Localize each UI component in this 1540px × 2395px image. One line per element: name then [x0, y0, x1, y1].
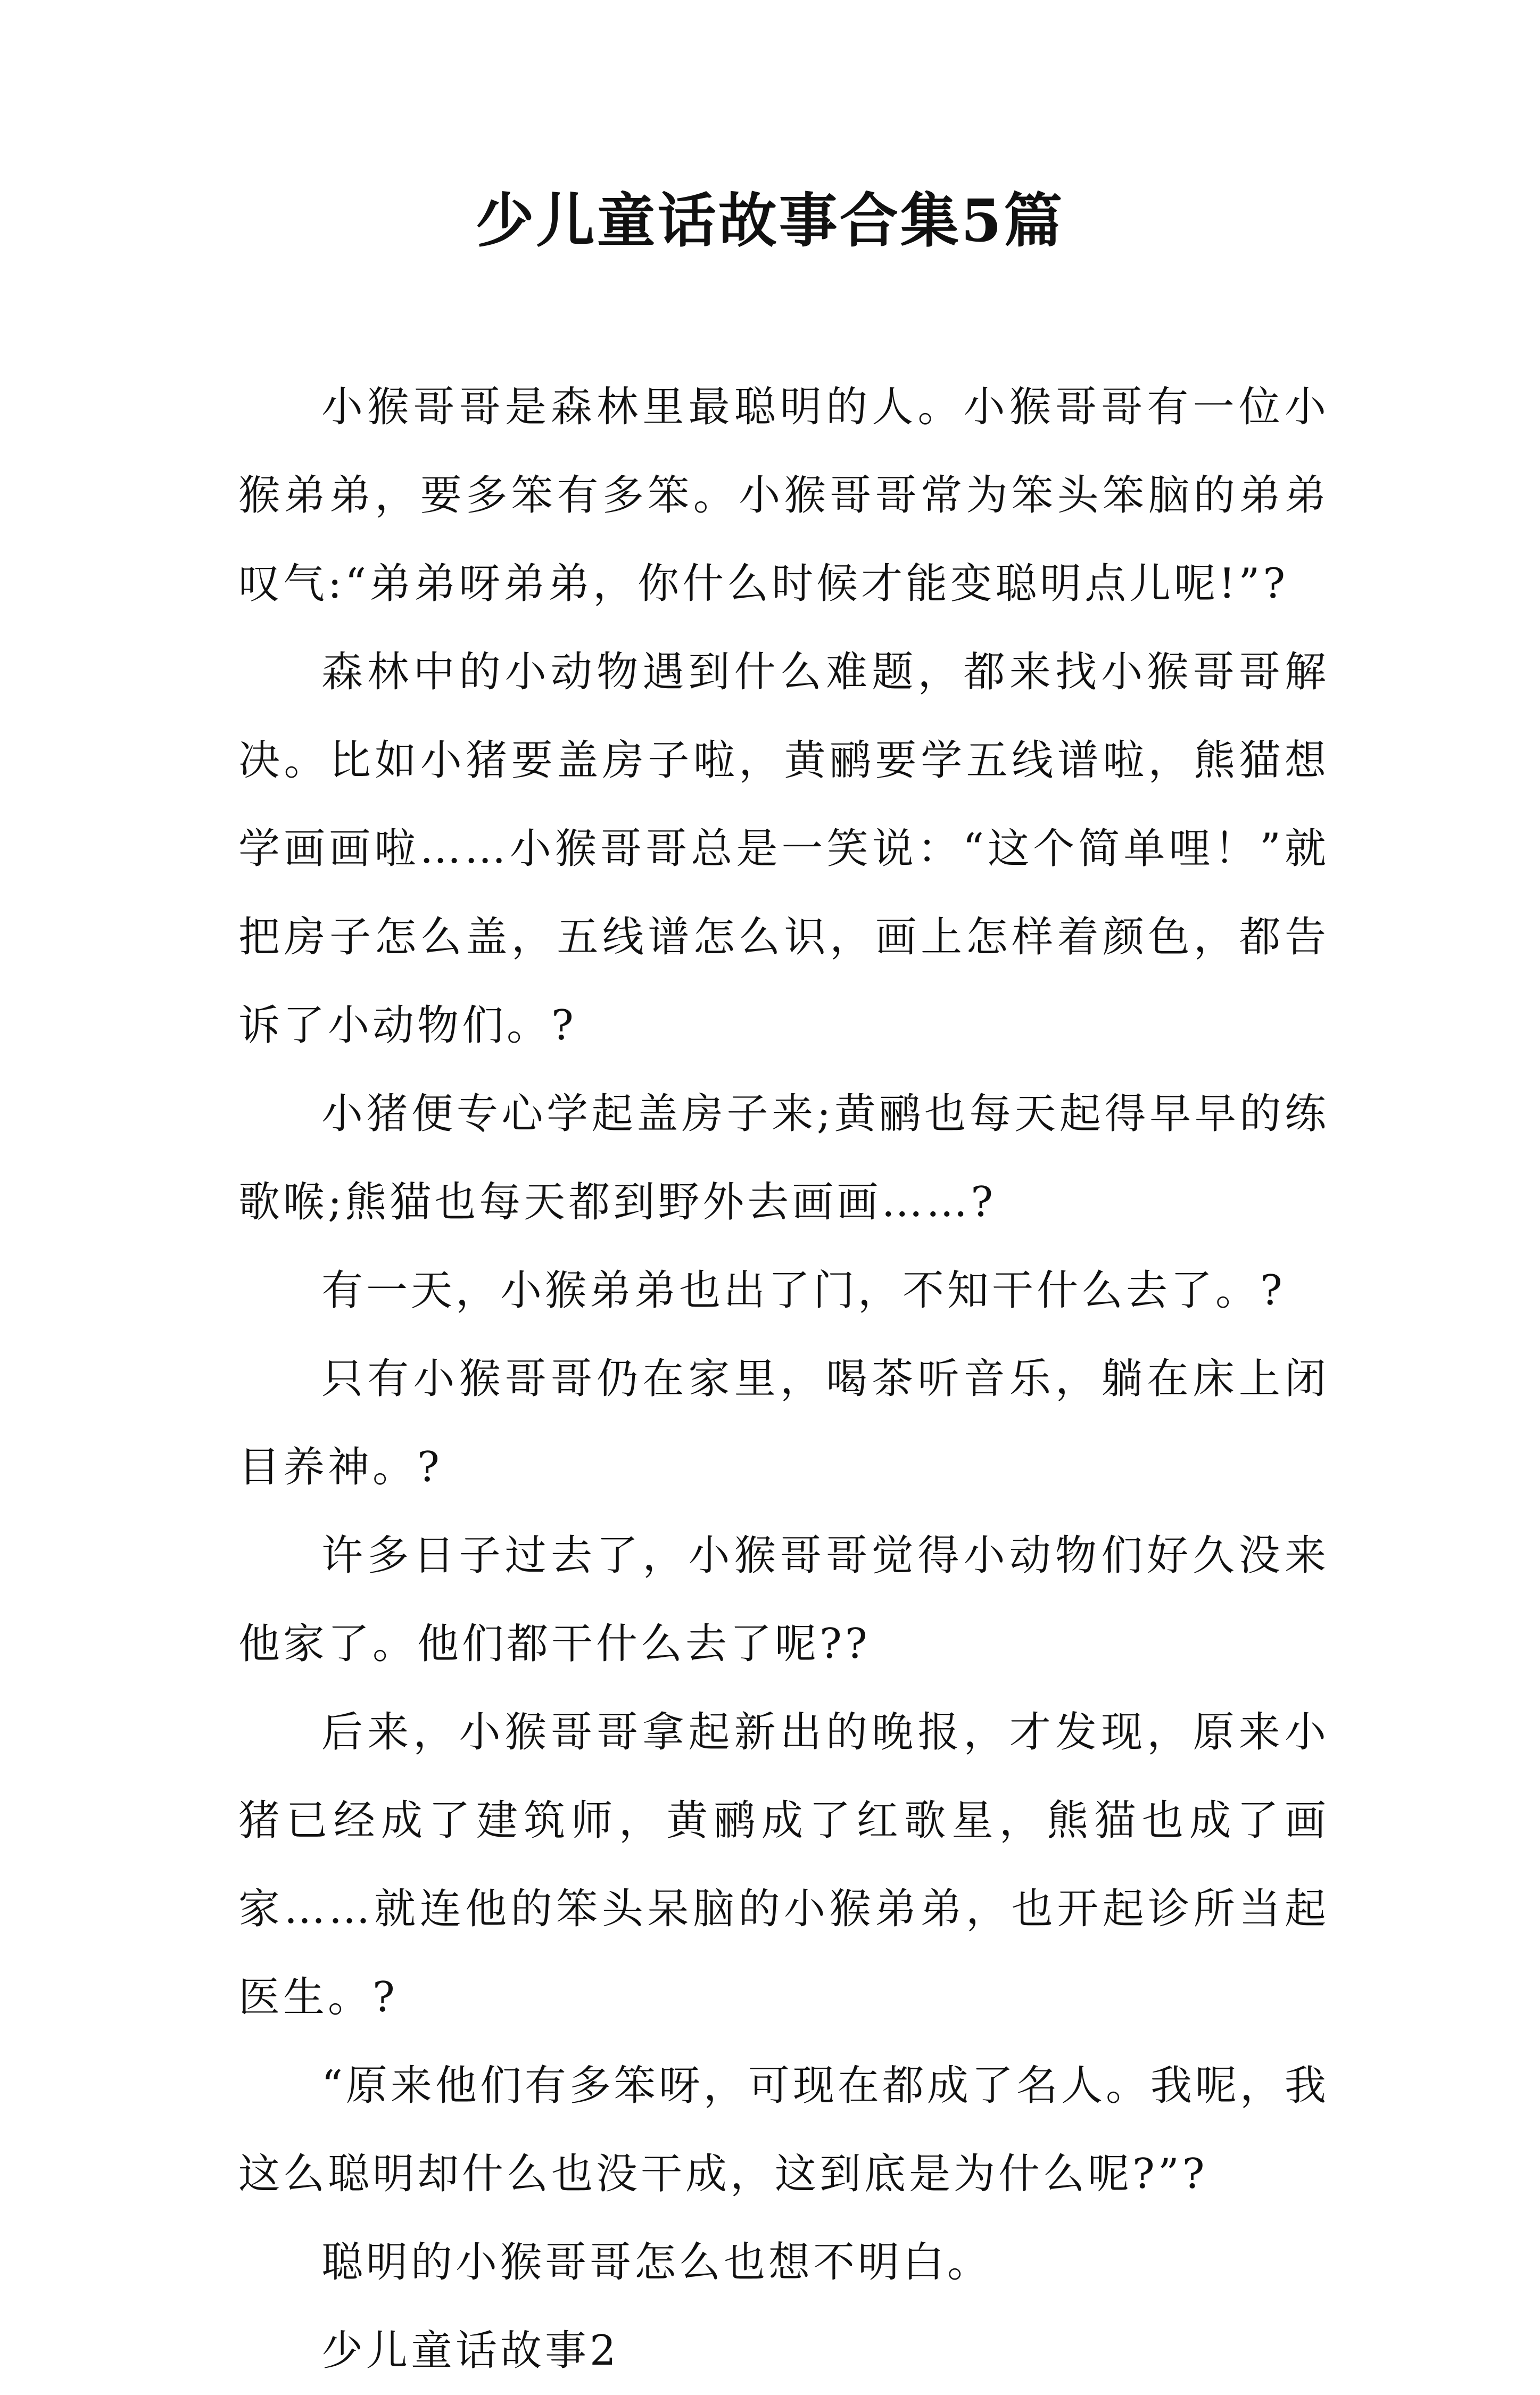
paragraph-8: “原来他们有多笨呀，可现在都成了名人。我呢，我这么聪明却什么也没干成，这到底是为什么呢?”?	[238, 2062, 1329, 2198]
paragraph-9: 聪明的小猴哥哥怎么也想不明白。	[321, 2239, 992, 2286]
document-body	[238, 363, 1329, 2395]
paragraph-7: 后来，小猴哥哥拿起新出的晚报，才发现，原来小猪已经成了建筑师，黄鹂成了红歌星，熊猫也成了画家……就连他的笨头呆脑的小猴弟弟，也开起诊所当起医生。?	[238, 1708, 1329, 2021]
section-heading-story-2: 少儿童话故事2	[321, 2327, 619, 2375]
paragraph-6: 许多日子过去了，小猴哥哥觉得小动物们好久没来他家了。他们都干什么去了呢??	[238, 1532, 1329, 1668]
paragraph-1: 小猴哥哥是森林里最聪明的人。小猴哥哥有一位小猴弟弟，要多笨有多笨。小猴哥哥常为笨头笨脑的弟弟叹气:“弟弟呀弟弟，你什么时候才能变聪明点儿呢!”?	[238, 383, 1329, 608]
paragraph-3: 小猪便专心学起盖房子来;黄鹂也每天起得早早的练歌喉;熊猫也每天都到野外去画画……?	[238, 1090, 1329, 1226]
paragraph-4: 有一天，小猴弟弟也出了门，不知干什么去了。?	[321, 1267, 1286, 1315]
paragraph-5: 只有小猴哥哥仍在家里，喝茶听音乐，躺在床上闭目养神。?	[238, 1355, 1329, 1491]
paragraph-2: 森林中的小动物遇到什么难题，都来找小猴哥哥解决。比如小猪要盖房子啦，黄鹂要学五线谱啦，熊猫想学画画啦……小猴哥哥总是一笑说：“这个简单哩！”就把房子怎么盖，五线谱怎么识，画上怎样着颜色，都告诉了小动物们。?	[238, 648, 1329, 1050]
document-title: 少儿童话故事合集5篇	[475, 186, 1065, 255]
